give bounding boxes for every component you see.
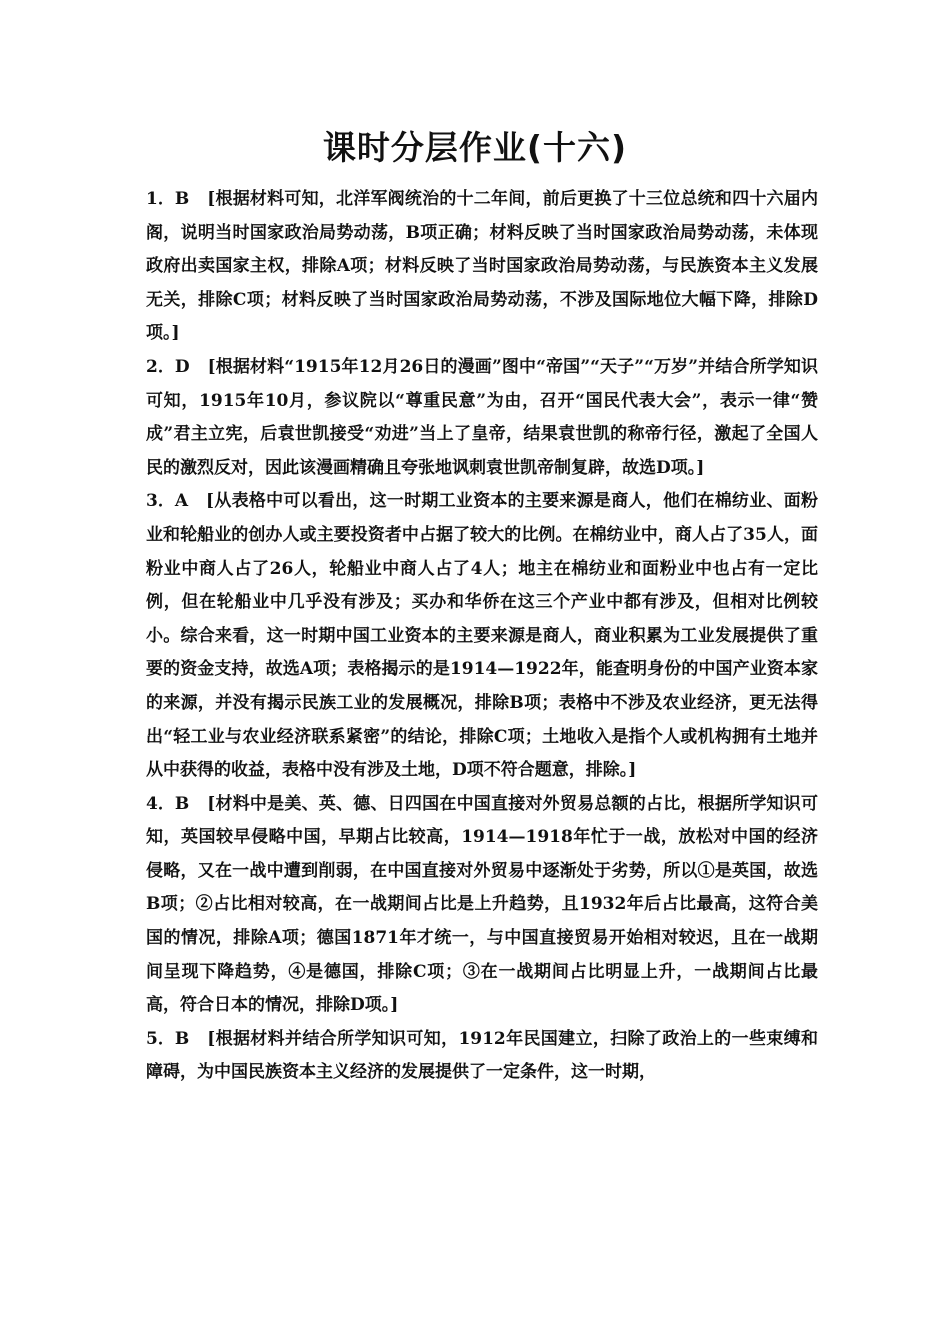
page-title: 课时分层作业(十六) xyxy=(322,128,628,167)
answer-explanation: [根据材料可知，北洋军阀统治的十二年间，前后更换了十三位总统和四十六届内阁，说明当时国家政治局势动荡，B项正确；材料反映了当时国家政治局势动荡，未体现政府出卖国家主权，排除A项；材料反映了当时国家政治局势动荡，与民族资本主义发展无关，排除C项；材料反映了当时国家政治局势动荡，不涉及国际地位大幅下降，排除D项。] xyxy=(146,189,818,344)
answer-item-3 xyxy=(146,485,818,787)
answer-number: 4．B xyxy=(146,793,190,814)
answer-explanation: [根据材料并结合所学知识可知，1912年民国建立，扫除了政治上的一些束缚和障碍，为中国民族资本主义经济的发展提供了一定条件，这一时期， xyxy=(146,1028,818,1083)
answer-item-4 xyxy=(146,788,818,1023)
answer-item-2 xyxy=(146,351,818,485)
answer-explanation: [从表格中可以看出，这一时期工业资本的主要来源是商人，他们在棉纺业、面粉业和轮船业的创办人或主要投资者中占据了较大的比例。在棉纺业中，商人占了35人，面粉业中商人占了26人，轮船业中商人占了4人；地主在棉纺业和面粉业中也占有一定比例，但在轮船业中几乎没有涉及；买办和华侨在这三个产业中都有涉及，但相对比例较小。综合来看，这一时期中国工业资本的主要来源是商人，商业积累为工业发展提供了重要的资金支持，故选A项；表格揭示的是1914—1922年，能查明身份的中国产业资本家的来源，并没有揭示民族工业的发展概况，排除B项；表格中不涉及农业经济，更无法得出“轻工业与农业经济联系紧密”的结论，排除C项；土地收入是指个人或机构拥有土地并从中获得的收益，表格中没有涉及土地，D项不符合题意，排除。] xyxy=(146,491,818,781)
answer-list xyxy=(146,183,818,1090)
answer-number: 3．A xyxy=(146,491,189,512)
answer-item-5 xyxy=(146,1023,818,1090)
answer-explanation: [根据材料“1915年12月26日的漫画”图中“帝国”“天子”“万岁”并结合所学知识可知，1915年10月，参议院以“尊重民意”为由，召开“国民代表大会”，表示一律“赞成”君主立宪，后袁世凯接受“劝进”当上了皇帝，结果袁世凯的称帝行径，激起了全国人民的激烈反对，因此该漫画精确且夸张地讽刺袁世凯帝制复辟，故选D项。] xyxy=(146,356,818,478)
answer-number: 2．D xyxy=(146,356,190,377)
answer-number: 1．B xyxy=(146,189,190,209)
answer-number: 5．B xyxy=(146,1028,190,1049)
answer-item-1 xyxy=(146,183,818,351)
answer-explanation: [材料中是美、英、德、日四国在中国直接对外贸易总额的占比，根据所学知识可知，英国较早侵略中国，早期占比较高，1914—1918年忙于一战，放松对中国的经济侵略，又在一战中遭到削弱，在中国直接对外贸易中逐渐处于劣势，所以①是英国，故选B项；②占比相对较高，在一战期间占比是上升趋势，且1932年后占比最高，这符合美国的情况，排除A项；德国1871年才统一，与中国直接贸易开始相对较迟，且在一战期间呈现下降趋势，④是德国，排除C项；③在一战期间占比明显上升，一战期间占比最高，符合日本的情况，排除D项。] xyxy=(146,793,818,1016)
